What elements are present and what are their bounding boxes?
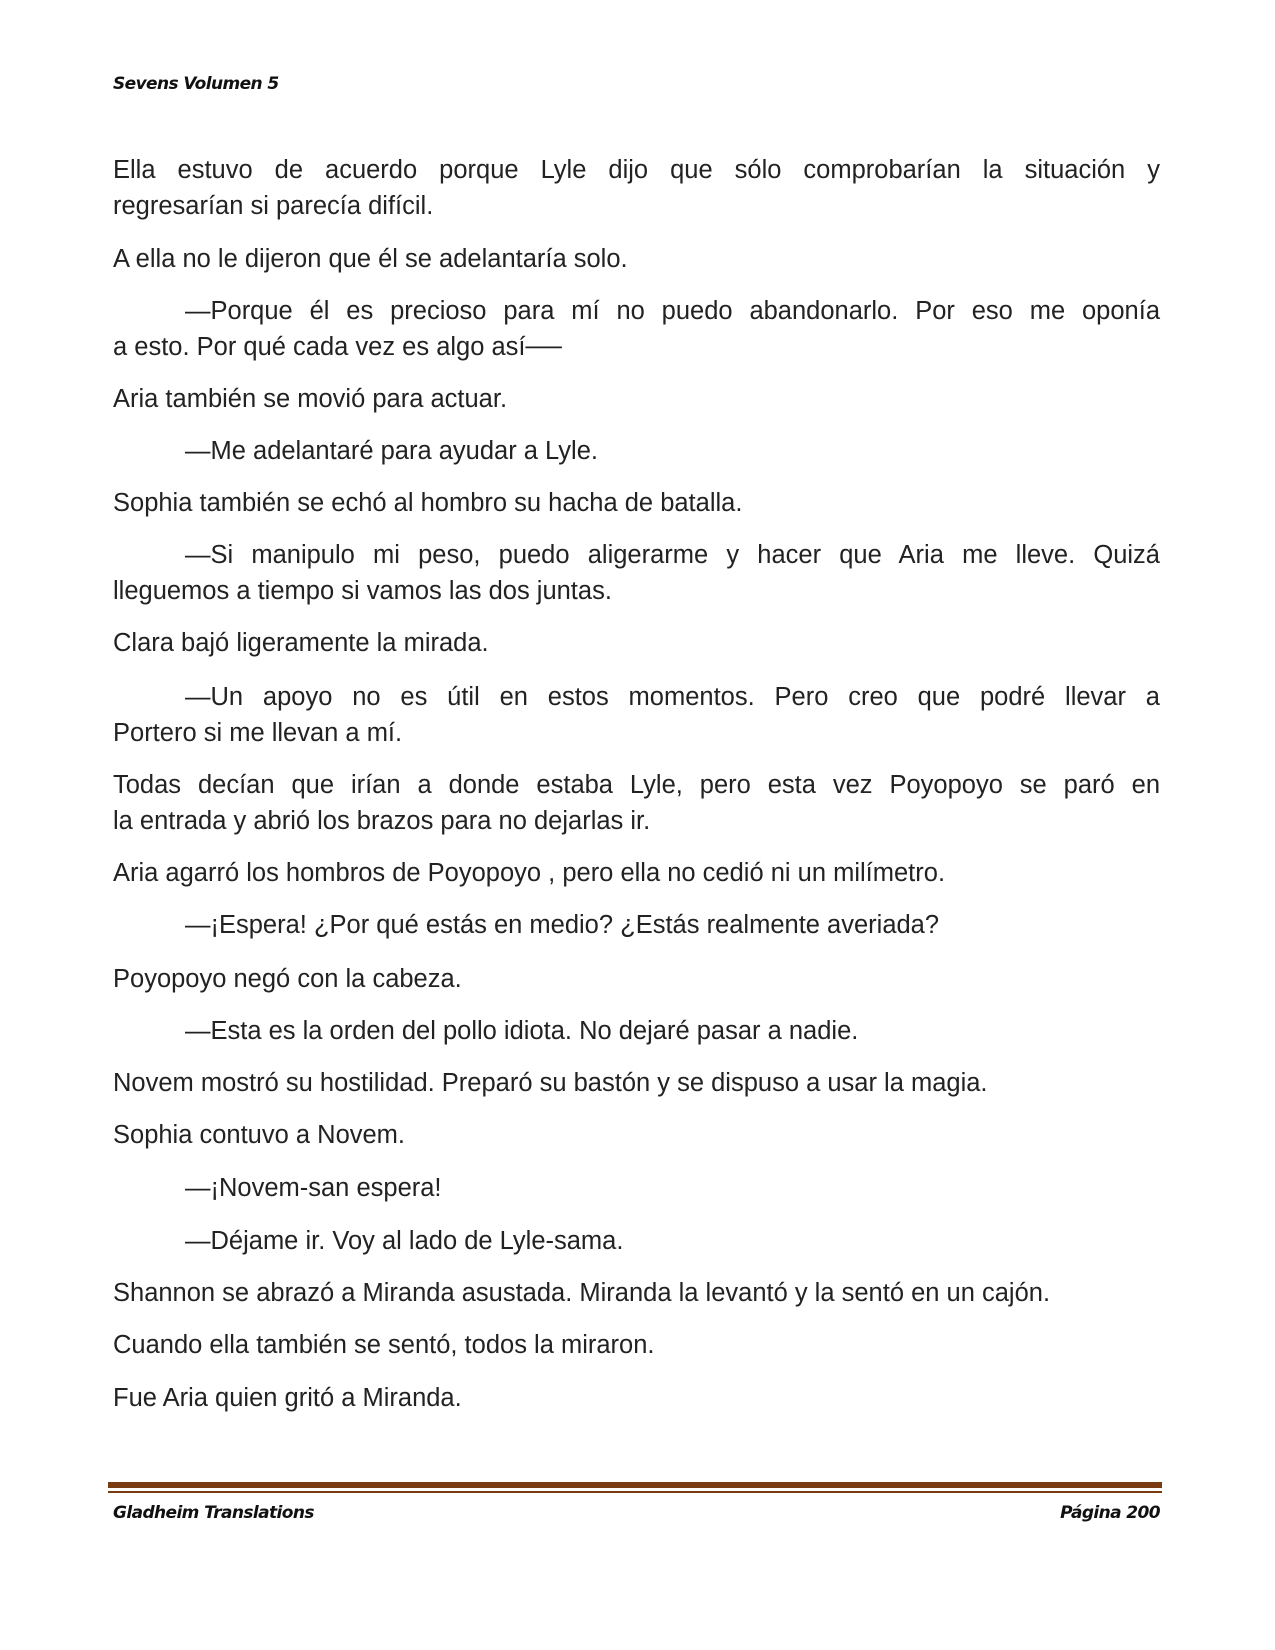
text-line: —Porque él es precioso para mí no puedo abandonarlo. Por eso me oponía [185, 297, 1160, 325]
footer-publisher: Gladheim Translations [113, 1503, 314, 1523]
footer-rule [108, 1482, 1162, 1488]
text-line: a esto. Por qué cada vez es algo así── [113, 333, 562, 361]
text-line: Sophia contuvo a Novem. [113, 1121, 406, 1149]
text-line: Clara bajó ligeramente la mirada. [113, 629, 489, 657]
footer-rule-thin [108, 1491, 1162, 1493]
text-line: regresarían si parecía difícil. [113, 192, 434, 220]
text-line: —Si manipulo mi peso, puedo aligerarme y hacer que Aria me lleve. Quizá [185, 541, 1160, 569]
text-line: Shannon se abrazó a Miranda asustada. Miranda la levantó y la sentó en un cajón. [113, 1279, 1051, 1307]
text-line: Poyopoyo negó con la cabeza. [113, 965, 462, 993]
text-line: —Esta es la orden del pollo idiota. No dejaré pasar a nadie. [185, 1017, 859, 1045]
text-line: Sophia también se echó al hombro su hacha de batalla. [113, 489, 743, 517]
text-line: —Déjame ir. Voy al lado de Lyle-sama. [185, 1227, 624, 1255]
text-line: Aria también se movió para actuar. [113, 385, 508, 413]
text-line: —Un apoyo no es útil en estos momentos. Pero creo que podré llevar a [185, 683, 1160, 711]
text-line: A ella no le dijeron que él se adelantaría solo. [113, 245, 628, 273]
text-line: —Me adelantaré para ayudar a Lyle. [185, 437, 598, 465]
text-line: —¡Novem-san espera! [185, 1174, 442, 1202]
text-line: la entrada y abrió los brazos para no dejarlas ir. [113, 807, 651, 835]
text-line: Cuando ella también se sentó, todos la miraron. [113, 1331, 655, 1359]
text-line: Aria agarró los hombros de Poyopoyo , pero ella no cedió ni un milímetro. [113, 859, 946, 887]
text-line: Novem mostró su hostilidad. Preparó su bastón y se dispuso a usar la magia. [113, 1069, 988, 1097]
text-line: lleguemos a tiempo si vamos las dos juntas. [113, 577, 612, 605]
page-number: Página 200 [1060, 1503, 1160, 1523]
text-line: —¡Espera! ¿Por qué estás en medio? ¿Estás realmente averiada? [185, 911, 940, 939]
text-line: Fue Aria quien gritó a Miranda. [113, 1384, 462, 1412]
text-line: Portero si me llevan a mí. [113, 719, 403, 747]
running-header: Sevens Volumen 5 [113, 74, 279, 94]
text-line: Todas decían que irían a donde estaba Lyle, pero esta vez Poyopoyo se paró en [113, 771, 1160, 799]
text-line: Ella estuvo de acuerdo porque Lyle dijo que sólo comprobarían la situación y [113, 156, 1160, 184]
